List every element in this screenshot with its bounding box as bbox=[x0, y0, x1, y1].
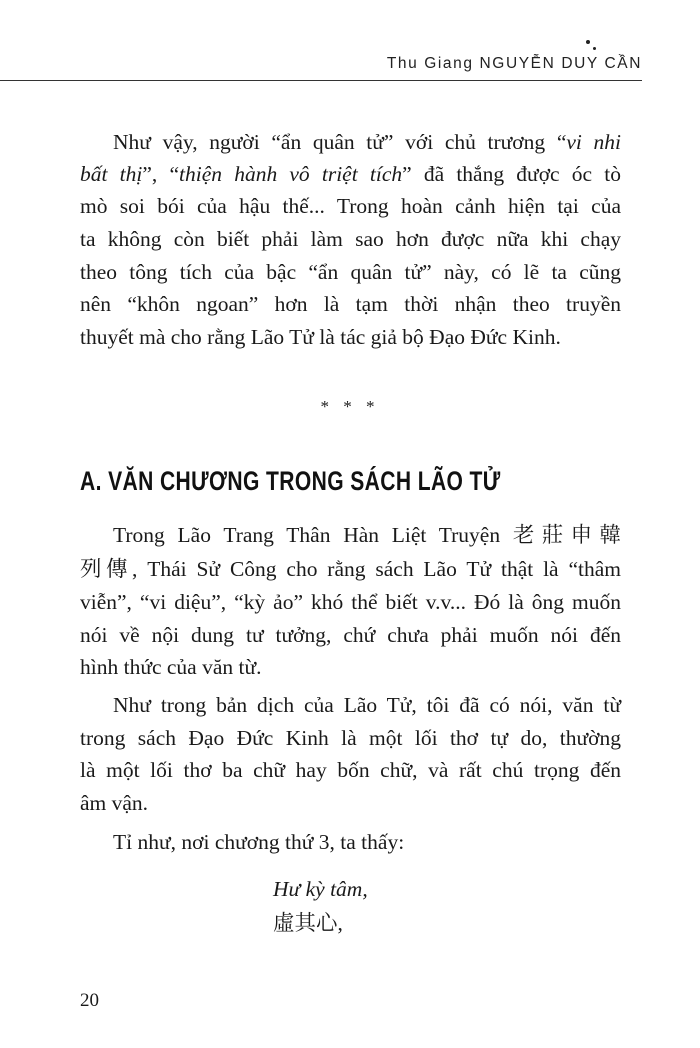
paragraph-line: theo tông tích của bậc “ẩn quân tử” này, có lẽ ta cũng bbox=[80, 260, 621, 284]
text-run: ” đã thắng được óc tò bbox=[402, 162, 621, 186]
paragraph-line: ta không còn biết phải làm sao hơn được nữa khi chạy bbox=[80, 227, 621, 251]
page-number: 20 bbox=[80, 990, 99, 1011]
paragraph-line: 列傳, Thái Sử Công cho rằng sách Lão Tử thật là “thâm bbox=[80, 557, 621, 581]
paragraph-line: âm vận. bbox=[80, 791, 149, 815]
paragraph-line: thuyết mà cho rằng Lão Tử là tác giả bộ Đạo Đức Kinh. bbox=[80, 325, 561, 349]
section-separator: * * * bbox=[320, 397, 380, 416]
paragraph-line bbox=[80, 164, 621, 186]
paragraph-line: Tỉ như, nơi chương thứ 3, ta thấy: bbox=[113, 830, 405, 854]
italic-run: thiện hành vô triệt tích bbox=[179, 162, 403, 186]
paragraph-line: trong sách Đạo Đức Kinh là một lối thơ tự do, thường bbox=[80, 726, 621, 750]
paragraph-line: nói về nội dung tư tưởng, chứ chưa phải muốn nói đến bbox=[80, 623, 621, 647]
paragraph-line: viễn”, “vi diệu”, “kỳ ảo” khó thể biết v.v... Đó là ông muốn bbox=[80, 590, 621, 614]
paragraph-line: là một lối thơ ba chữ hay bốn chữ, và rất chú trọng đến bbox=[80, 758, 621, 782]
poem-line: Hư kỳ tâm, bbox=[273, 877, 368, 901]
header-rule bbox=[0, 80, 642, 81]
ornament-dot bbox=[586, 40, 590, 44]
running-header: Thu Giang NGUYỄN DUY CẦN bbox=[386, 55, 642, 72]
paragraph-line bbox=[113, 132, 621, 154]
italic-run: vi nhi bbox=[566, 130, 621, 154]
text-run: Như vậy, người “ẩn quân tử” với chủ trương “ bbox=[113, 130, 567, 154]
paragraph-line: Như trong bản dịch của Lão Tử, tôi đã có nói, văn từ bbox=[113, 693, 621, 717]
text-run: ”, “ bbox=[142, 162, 180, 186]
ornament-dot bbox=[593, 47, 596, 50]
paragraph-line: nên “khôn ngoan” hơn là tạm thời nhận theo truyền bbox=[80, 292, 621, 316]
paragraph-line: hình thức của văn từ. bbox=[80, 655, 262, 679]
italic-run: bất thị bbox=[80, 162, 143, 186]
paragraph-line: Trong Lão Trang Thân Hàn Liệt Truyện 老莊申韓 bbox=[113, 523, 621, 547]
poem-line: 虛其心, bbox=[273, 911, 343, 935]
section-heading: A. VĂN CHƯƠNG TRONG SÁCH LÃO TỬ bbox=[80, 466, 501, 496]
paragraph-line: mò soi bói của hậu thế... Trong hoàn cảnh hiện tại của bbox=[80, 194, 621, 218]
